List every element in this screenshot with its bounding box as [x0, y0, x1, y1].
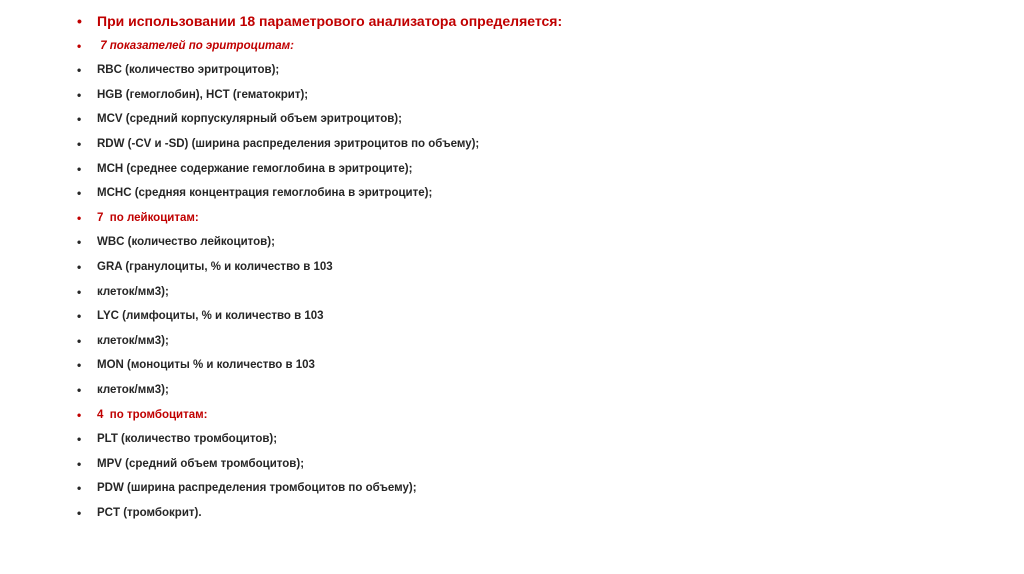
bullet-icon: •	[77, 333, 82, 348]
list-item	[77, 181, 977, 206]
list-item	[77, 83, 977, 108]
list-item-text: При использовании 18 параметрового анализатора определяется:	[97, 13, 563, 29]
bullet-icon: •	[77, 456, 82, 471]
bullet-icon: •	[77, 112, 82, 127]
bullet-list	[77, 9, 977, 525]
list-item-text: клеток/мм3);	[97, 383, 169, 396]
list-item	[77, 378, 977, 403]
section-header-platelets	[77, 403, 977, 428]
list-item-text: MCV (средний корпускулярный объем эритроцитов);	[97, 113, 402, 126]
list-item-text: RDW (-CV и -SD) (ширина распределения эритроцитов по объему);	[97, 137, 480, 150]
bullet-icon: •	[77, 235, 82, 250]
list-item-text: LYC (лимфоциты, % и количество в 103	[97, 310, 324, 323]
bullet-icon: •	[77, 186, 82, 201]
bullet-icon: •	[77, 136, 82, 151]
bullet-icon: •	[77, 481, 82, 496]
bullet-icon: •	[77, 63, 82, 78]
bullet-icon: •	[77, 309, 82, 324]
bullet-icon: •	[77, 407, 82, 422]
list-item	[77, 476, 977, 501]
list-item	[77, 452, 977, 477]
list-item-text: 4 по тромбоцитам:	[97, 408, 208, 421]
list-item	[77, 58, 977, 83]
list-item	[77, 230, 977, 255]
bullet-icon: •	[77, 505, 82, 520]
list-item	[77, 501, 977, 526]
list-item-text: WBC (количество лейкоцитов);	[97, 236, 275, 249]
list-item	[77, 304, 977, 329]
list-item	[77, 107, 977, 132]
bullet-icon: •	[77, 13, 82, 29]
list-item	[77, 353, 977, 378]
list-item-text: PDW (ширина распределения тромбоцитов по объему);	[97, 482, 417, 495]
list-item-text: 7 по лейкоцитам:	[97, 211, 199, 224]
bullet-icon: •	[77, 87, 82, 102]
list-item	[77, 255, 977, 280]
list-item-text: клеток/мм3);	[97, 334, 169, 347]
list-item-text: MCHC (средняя концентрация гемоглобина в эритроците);	[97, 187, 433, 200]
list-item-text: PLT (количество тромбоцитов);	[97, 433, 278, 446]
list-item	[77, 329, 977, 354]
list-item-text: HGB (гемоглобин), HCT (гематокрит);	[97, 88, 309, 101]
bullet-icon: •	[77, 382, 82, 397]
list-item-text: MON (моноциты % и количество в 103	[97, 359, 315, 372]
bullet-icon: •	[77, 284, 82, 299]
list-item-text: 7 показателей по эритроцитам:	[97, 39, 295, 52]
bullet-icon: •	[77, 38, 82, 53]
list-item	[77, 157, 977, 182]
list-item-text: MCH (среднее содержание гемоглобина в эритроците);	[97, 162, 413, 175]
list-item	[77, 427, 977, 452]
list-item	[77, 132, 977, 157]
list-item-text: RBC (количество эритроцитов);	[97, 64, 280, 77]
list-item	[77, 280, 977, 305]
bullet-icon: •	[77, 432, 82, 447]
section-header-leukocytes	[77, 206, 977, 231]
bullet-icon: •	[77, 210, 82, 225]
list-item-text: PCT (тромбокрит).	[97, 506, 202, 519]
bullet-icon: •	[77, 358, 82, 373]
bullet-icon: •	[77, 259, 82, 274]
list-item-text: GRA (гранулоциты, % и количество в 103	[97, 260, 333, 273]
heading-item	[77, 9, 977, 34]
section-header-erythrocytes	[77, 34, 977, 59]
list-item-text: клеток/мм3);	[97, 285, 169, 298]
list-item-text: MPV (средний объем тромбоцитов);	[97, 457, 305, 470]
bullet-icon: •	[77, 161, 82, 176]
